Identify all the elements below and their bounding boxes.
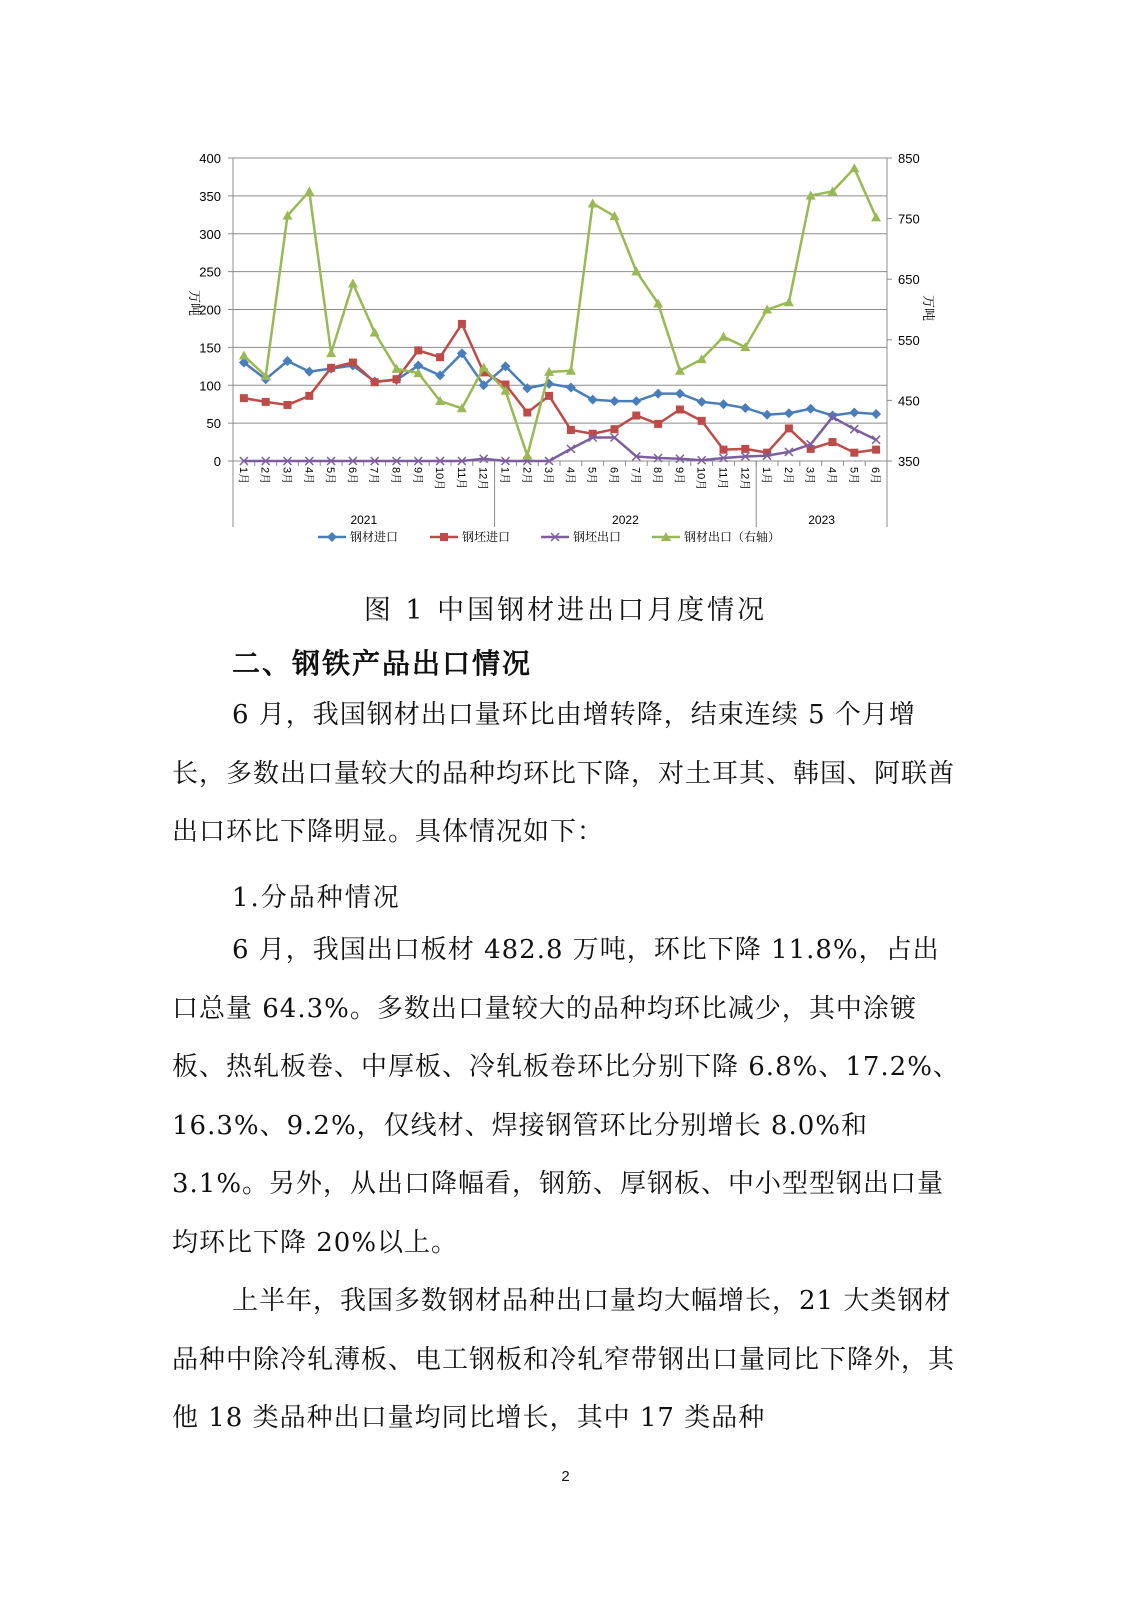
right-tick-label: 550 <box>898 332 920 348</box>
x-month-label: 2月 <box>258 467 271 485</box>
x-axis-year-labels <box>350 513 835 527</box>
data-point <box>871 212 881 221</box>
x-month-label: 12月 <box>476 467 489 491</box>
x-month-label: 7月 <box>629 467 642 485</box>
x-month-label: 4月 <box>302 467 315 485</box>
data-point <box>676 405 684 413</box>
x-month-label: 4月 <box>825 467 838 485</box>
left-tick-label: 350 <box>199 188 221 204</box>
x-month-label: 10月 <box>433 467 446 491</box>
data-point <box>305 392 313 400</box>
data-point <box>610 396 620 406</box>
x-axis-month-labels <box>237 467 882 490</box>
left-tick-label: 400 <box>199 151 221 166</box>
data-point <box>653 389 663 399</box>
series-line <box>244 353 876 415</box>
x-month-label: 3月 <box>542 467 555 485</box>
page-number: 2 <box>561 1468 570 1485</box>
legend-entry <box>318 529 398 544</box>
x-month-label: 10月 <box>694 467 707 491</box>
x-month-label: 1月 <box>498 467 511 485</box>
legend-label: 钢材出口（右轴） <box>684 530 781 544</box>
series-line <box>244 324 876 453</box>
legend-label: 钢材进口 <box>350 530 399 544</box>
x-month-label: 11月 <box>454 467 467 490</box>
x-month-label: 11月 <box>716 467 729 490</box>
data-point <box>829 438 837 446</box>
left-tick-label: 150 <box>199 340 221 356</box>
data-point <box>849 163 859 172</box>
left-tick-label: 50 <box>206 416 221 432</box>
data-point <box>697 397 707 407</box>
x-month-label: 6月 <box>345 467 358 485</box>
data-point <box>436 353 444 361</box>
paragraph-1: 6 月，我国钢材出口量环比由增转降，结束连续 5 个月增长，多数出口量较大的品种均环比下降，对土耳其、韩国、阿联酋出口环比下降明显。具体情况如下： <box>172 700 956 847</box>
legend-label: 钢坯进口 <box>462 530 511 544</box>
x-month-label: 5月 <box>585 467 598 485</box>
legend-entry <box>652 529 780 544</box>
x-month-label: 8月 <box>651 467 664 485</box>
x-month-label: 3月 <box>280 467 293 485</box>
data-point <box>610 211 620 220</box>
left-tick-label: 300 <box>199 226 221 242</box>
paragraph-2: 6 月，我国出口板材 482.8 万吨，环比下降 11.8%，占出口总量 64.3%。多数出口量较大的品种均环比减少，其中涂镀板、热轧板卷、中厚板、冷轧板卷环比分别下降 6.8%、17.2%、16.3%、9.2%，仅线材、焊接钢管环比分别增长 8.0%和 3.1%。另外，从出口降幅看，钢筋、厚钢板、中小型型钢出口量均环比下降 20%以上。 <box>172 935 960 1258</box>
chart-legend <box>318 529 780 544</box>
left-tick-label: 250 <box>199 264 221 280</box>
y-right-axis-label: 万吨 <box>921 294 936 322</box>
subheading: 1.分品种情况 <box>232 883 401 913</box>
chart-series <box>239 163 881 465</box>
x-year-label: 2023 <box>808 513 835 527</box>
data-point <box>567 426 575 434</box>
data-point <box>675 389 685 399</box>
data-point <box>784 408 794 418</box>
data-point <box>440 533 448 541</box>
data-point <box>632 412 640 420</box>
data-point <box>631 396 641 406</box>
data-point <box>262 398 270 406</box>
series-diamond <box>239 348 881 420</box>
data-point <box>871 409 881 419</box>
data-point <box>762 410 772 420</box>
data-point <box>327 364 335 372</box>
x-month-label: 4月 <box>563 467 576 485</box>
data-point <box>304 367 314 377</box>
data-point <box>414 346 422 354</box>
x-month-label: 2月 <box>520 467 533 485</box>
x-month-label: 3月 <box>803 467 816 485</box>
steel-trade-chart <box>0 0 1131 570</box>
data-point <box>566 383 576 393</box>
series-line <box>244 417 876 461</box>
data-point <box>567 445 575 453</box>
x-month-label: 1月 <box>760 467 773 485</box>
data-point <box>719 332 729 341</box>
left-tick-label: 200 <box>199 302 221 318</box>
data-point <box>304 186 314 195</box>
legend-entry <box>430 529 510 544</box>
data-point <box>240 394 248 402</box>
section-heading: 二、钢铁产品出口情况 <box>232 647 533 680</box>
data-point <box>545 392 553 400</box>
right-tick-label: 750 <box>898 211 920 227</box>
data-point <box>588 198 598 207</box>
right-tick-label: 450 <box>898 393 920 409</box>
left-tick-label: 100 <box>199 378 221 394</box>
data-point <box>349 359 357 367</box>
x-month-label: 8月 <box>389 467 402 485</box>
data-point <box>458 320 466 328</box>
data-point <box>631 266 641 275</box>
data-point <box>371 378 379 386</box>
data-point <box>239 351 249 360</box>
data-point <box>522 451 532 460</box>
data-point <box>588 395 598 405</box>
data-point <box>720 446 728 454</box>
figure-caption: 图 1 中国钢材进出口月度情况 <box>363 595 768 626</box>
x-month-label: 6月 <box>607 467 620 485</box>
x-month-label: 2月 <box>781 467 794 485</box>
data-point <box>850 449 858 457</box>
data-point <box>326 348 336 357</box>
data-point <box>849 408 859 418</box>
data-point <box>348 278 358 287</box>
right-axis-ticks <box>898 151 920 469</box>
right-tick-label: 350 <box>898 454 920 469</box>
data-point <box>284 401 292 409</box>
paragraph-3: 上半年，我国多数钢材品种出口量均大幅增长，21 大类钢材品种中除冷轧薄板、电工钢板和冷轧窄带钢出口量同比下降外，其他 18 类品种出口量均同比增长，其中 17 类品种 <box>172 1286 956 1433</box>
data-point <box>719 399 729 409</box>
data-point <box>785 424 793 432</box>
x-year-label: 2021 <box>350 513 378 527</box>
data-point <box>872 446 880 454</box>
left-tick-label: 0 <box>213 454 221 469</box>
data-point <box>327 532 337 542</box>
data-point <box>740 403 750 413</box>
chart-gridlines <box>233 158 887 423</box>
y-left-axis-label: 万吨 <box>187 289 202 317</box>
data-point <box>370 328 380 337</box>
legend-entry <box>541 529 621 544</box>
x-year-label: 2022 <box>612 513 639 527</box>
data-point <box>784 297 794 306</box>
x-month-label: 9月 <box>672 467 685 485</box>
data-point <box>698 417 706 425</box>
data-point <box>806 404 816 414</box>
series-x <box>240 413 880 465</box>
x-month-label: 5月 <box>847 467 860 485</box>
right-tick-label: 850 <box>898 151 920 166</box>
x-month-label: 7月 <box>367 467 380 485</box>
right-tick-label: 650 <box>898 272 920 288</box>
x-month-label: 12月 <box>738 467 751 491</box>
x-month-label: 9月 <box>411 467 424 485</box>
legend-label: 钢坯出口 <box>573 530 622 544</box>
data-point <box>523 409 531 417</box>
data-point <box>393 375 401 383</box>
data-point <box>654 420 662 428</box>
data-point <box>611 425 619 433</box>
x-month-label: 6月 <box>869 467 882 485</box>
x-month-label: 1月 <box>236 467 249 485</box>
x-month-label: 5月 <box>324 467 337 485</box>
data-point <box>741 445 749 453</box>
